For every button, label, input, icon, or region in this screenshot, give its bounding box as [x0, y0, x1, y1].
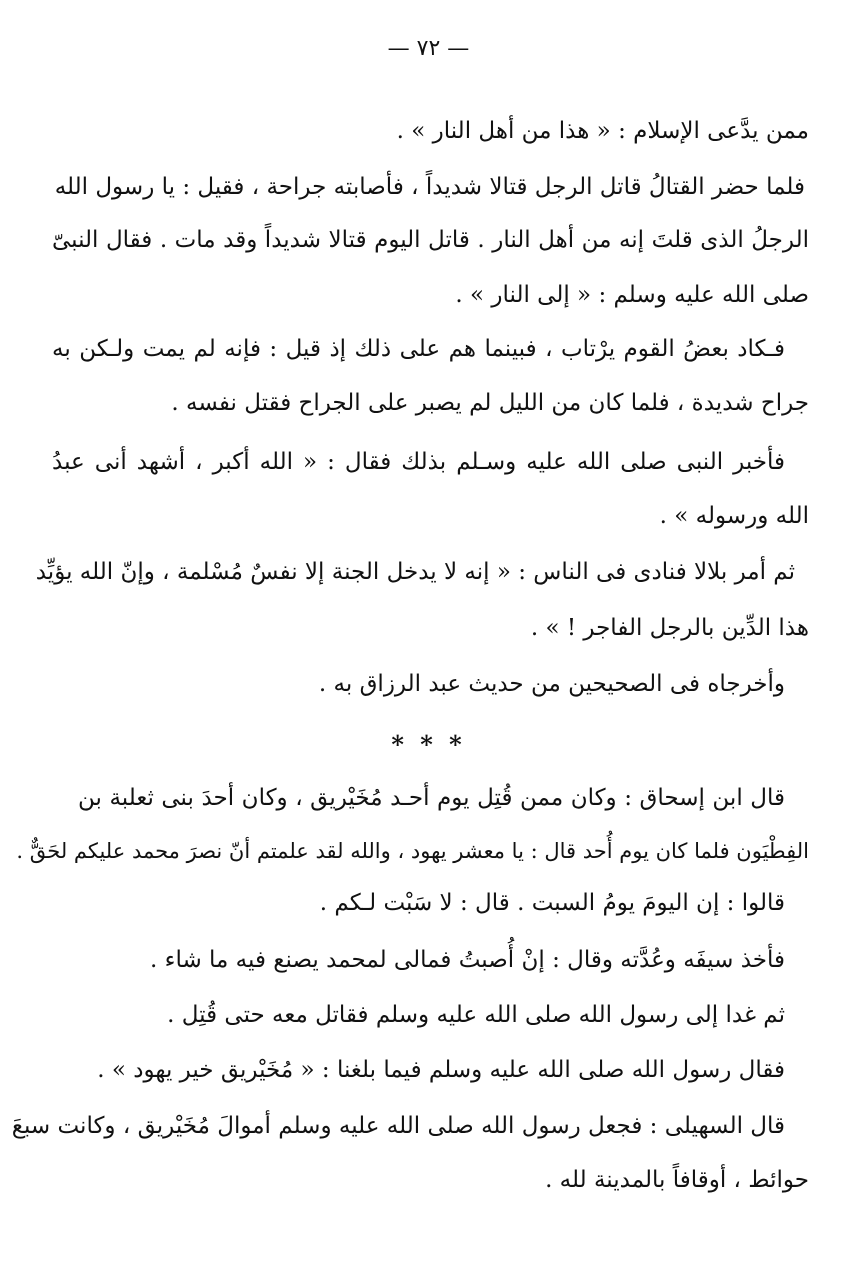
- text-line: ممن يدَّعى الإسلام : « هذا من أهل النار » .: [396, 118, 809, 144]
- text-line: فأخبر النبى صلى الله عليه وسـلم بذلك فقال : « الله أكبر ، أشهد أنى عبدُ: [52, 449, 785, 475]
- text-line: قال ابن إسحاق : وكان ممن قُتِل يوم أحـد مُخَيْريق ، وكان أحدَ بنى ثعلبة بن: [78, 785, 785, 811]
- text-line: قالوا : إن اليومَ يومُ السبت . قال : لا سَبْت لـكم .: [319, 890, 785, 916]
- text-line: الرجلُ الذى قلتَ إنه من أهل النار . قاتل اليوم قتالا شديداً وقد مات . فقال النبىّ: [52, 227, 809, 253]
- text-line: الله ورسوله » .: [659, 503, 809, 529]
- section-separator: * * *: [391, 730, 466, 759]
- text-line: وأخرجاه فى الصحيحين من حديث عبد الرزاق به .: [318, 671, 785, 697]
- text-line: فقال رسول الله صلى الله عليه وسلم فيما بلغنا : « مُخَيْريق خير يهود » .: [97, 1057, 785, 1083]
- text-line: صلى الله عليه وسلم : « إلى النار » .: [455, 282, 809, 308]
- text-line: الفِطْيَون فلما كان يوم أُحد قال : يا معشر يهود ، والله لقد علمتم أنّ نصرَ محمد عليكم لحَقٌّ .: [16, 839, 809, 863]
- text-line: فأخذ سيفَه وعُدَّته وقال : إنْ أُصبتُ فمالى لمحمد يصنع فيه ما شاء .: [150, 947, 785, 973]
- text-line: هذا الدِّين بالرجل الفاجر ! » .: [530, 615, 809, 641]
- text-line: حوائط ، أوقافاً بالمدينة لله .: [545, 1167, 809, 1193]
- text-line: فلما حضر القتالُ قاتل الرجل قتالا شديداً ، فأصابته جراحة ، فقيل : يا رسول الله: [54, 174, 805, 200]
- text-line: ثم أمر بلالا فنادى فى الناس : « إنه لا يدخل الجنة إلا نفسٌ مُسْلمة ، وإنّ الله يؤيِّد: [35, 559, 795, 585]
- text-line: جراح شديدة ، فلما كان من الليل لم يصبر على الجراح فقتل نفسه .: [171, 390, 809, 416]
- text-line: قال السهيلى : فجعل رسول الله صلى الله عليه وسلم أموالَ مُخَيْريق ، وكانت سبعَ: [11, 1113, 785, 1139]
- page-number: — ٧٢ —: [387, 36, 470, 61]
- text-line: ثم غدا إلى رسول الله صلى الله عليه وسلم فقاتل معه حتى قُتِل .: [167, 1002, 785, 1028]
- text-line: فـكاد بعضُ القوم يرْتاب ، فبينما هم على ذلك إذ قيل : فإنه لم يمت ولـكن به: [52, 336, 785, 362]
